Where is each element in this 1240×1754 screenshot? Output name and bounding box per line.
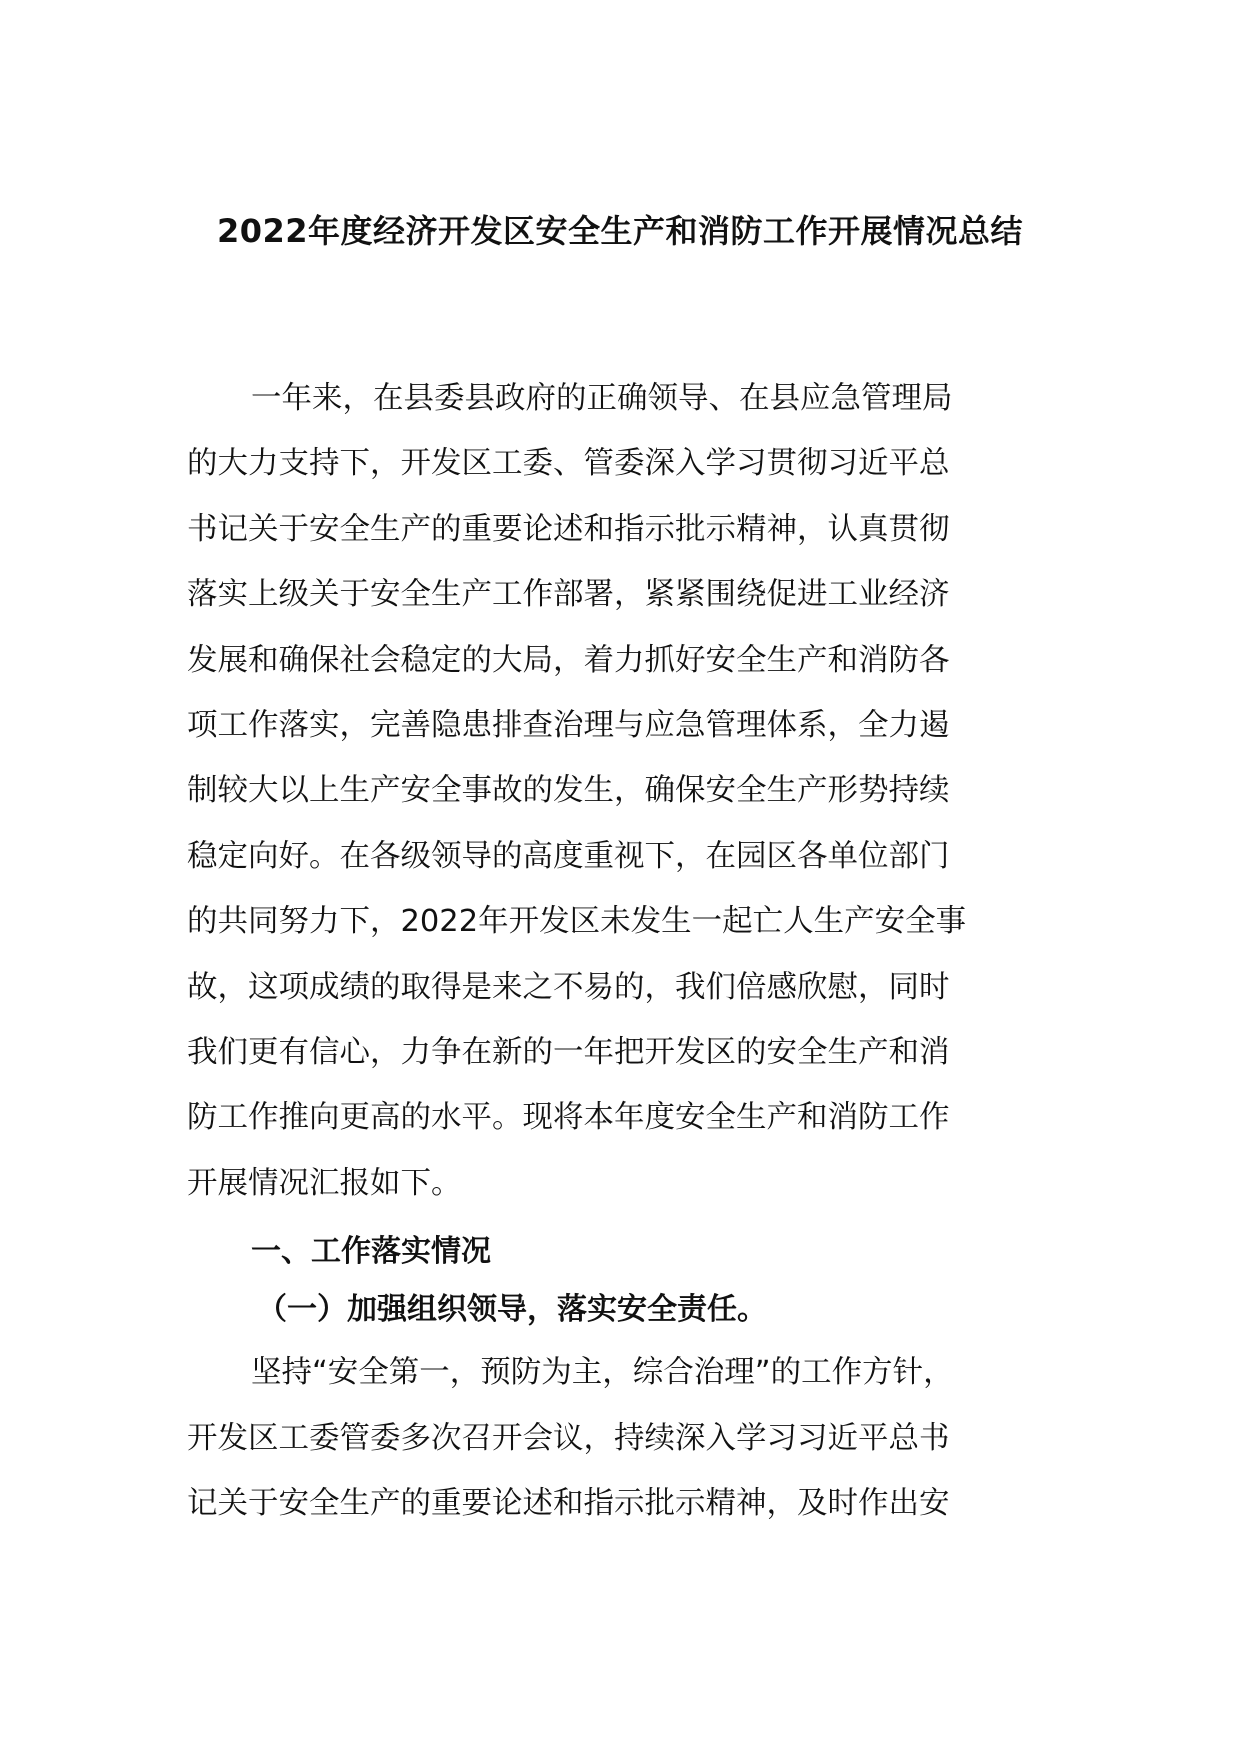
document-title: 2022年度经济开发区安全生产和消防工作开展情况总结 bbox=[216, 212, 1024, 250]
intro-line-10: 故，这项成绩的取得是来之不易的，我们倍感欣慰，同时 bbox=[187, 969, 950, 1005]
section-line-2: 开发区工委管委多次召开会议，持续深入学习习近平总书 bbox=[187, 1420, 950, 1456]
intro-line-12: 防工作推向更高的水平。现将本年度安全生产和消防工作 bbox=[187, 1100, 950, 1136]
intro-line-8: 稳定向好。在各级领导的高度重视下，在园区各单位部门 bbox=[187, 838, 950, 874]
intro-line-9: 的共同努力下，2022年开发区未发生一起亡人生产安全事 bbox=[187, 904, 967, 940]
section-paragraph bbox=[187, 1340, 1067, 1536]
section-line-3: 记关于安全生产的重要论述和指示批示精神，及时作出安 bbox=[187, 1486, 950, 1522]
subsection-heading-1: （一）加强组织领导，落实安全责任。 bbox=[257, 1292, 767, 1328]
intro-line-2: 的大力支持下，开发区工委、管委深入学习贯彻习近平总 bbox=[187, 446, 950, 482]
intro-line-7: 制较大以上生产安全事故的发生，确保安全生产形势持续 bbox=[187, 773, 950, 809]
document-body bbox=[187, 366, 1067, 1537]
intro-line-4: 落实上级关于安全生产工作部署，紧紧围绕促进工业经济 bbox=[187, 577, 950, 613]
section-heading-1: 一、工作落实情况 bbox=[251, 1234, 491, 1270]
intro-line-3: 书记关于安全生产的重要论述和指示批示精神，认真贯彻 bbox=[187, 511, 950, 547]
intro-line-5: 发展和确保社会稳定的大局，着力抓好安全生产和消防各 bbox=[187, 642, 950, 678]
intro-line-13: 开展情况汇报如下。 bbox=[187, 1165, 462, 1201]
intro-paragraph bbox=[187, 366, 1067, 1216]
section-line-1: 坚持“安全第一，预防为主，综合治理”的工作方针， bbox=[251, 1355, 954, 1391]
intro-line-11: 我们更有信心，力争在新的一年把开发区的安全生产和消 bbox=[187, 1035, 950, 1071]
intro-line-1: 一年来，在县委县政府的正确领导、在县应急管理局 bbox=[251, 381, 953, 416]
intro-line-6: 项工作落实，完善隐患排查治理与应急管理体系，全力遏 bbox=[187, 708, 950, 744]
